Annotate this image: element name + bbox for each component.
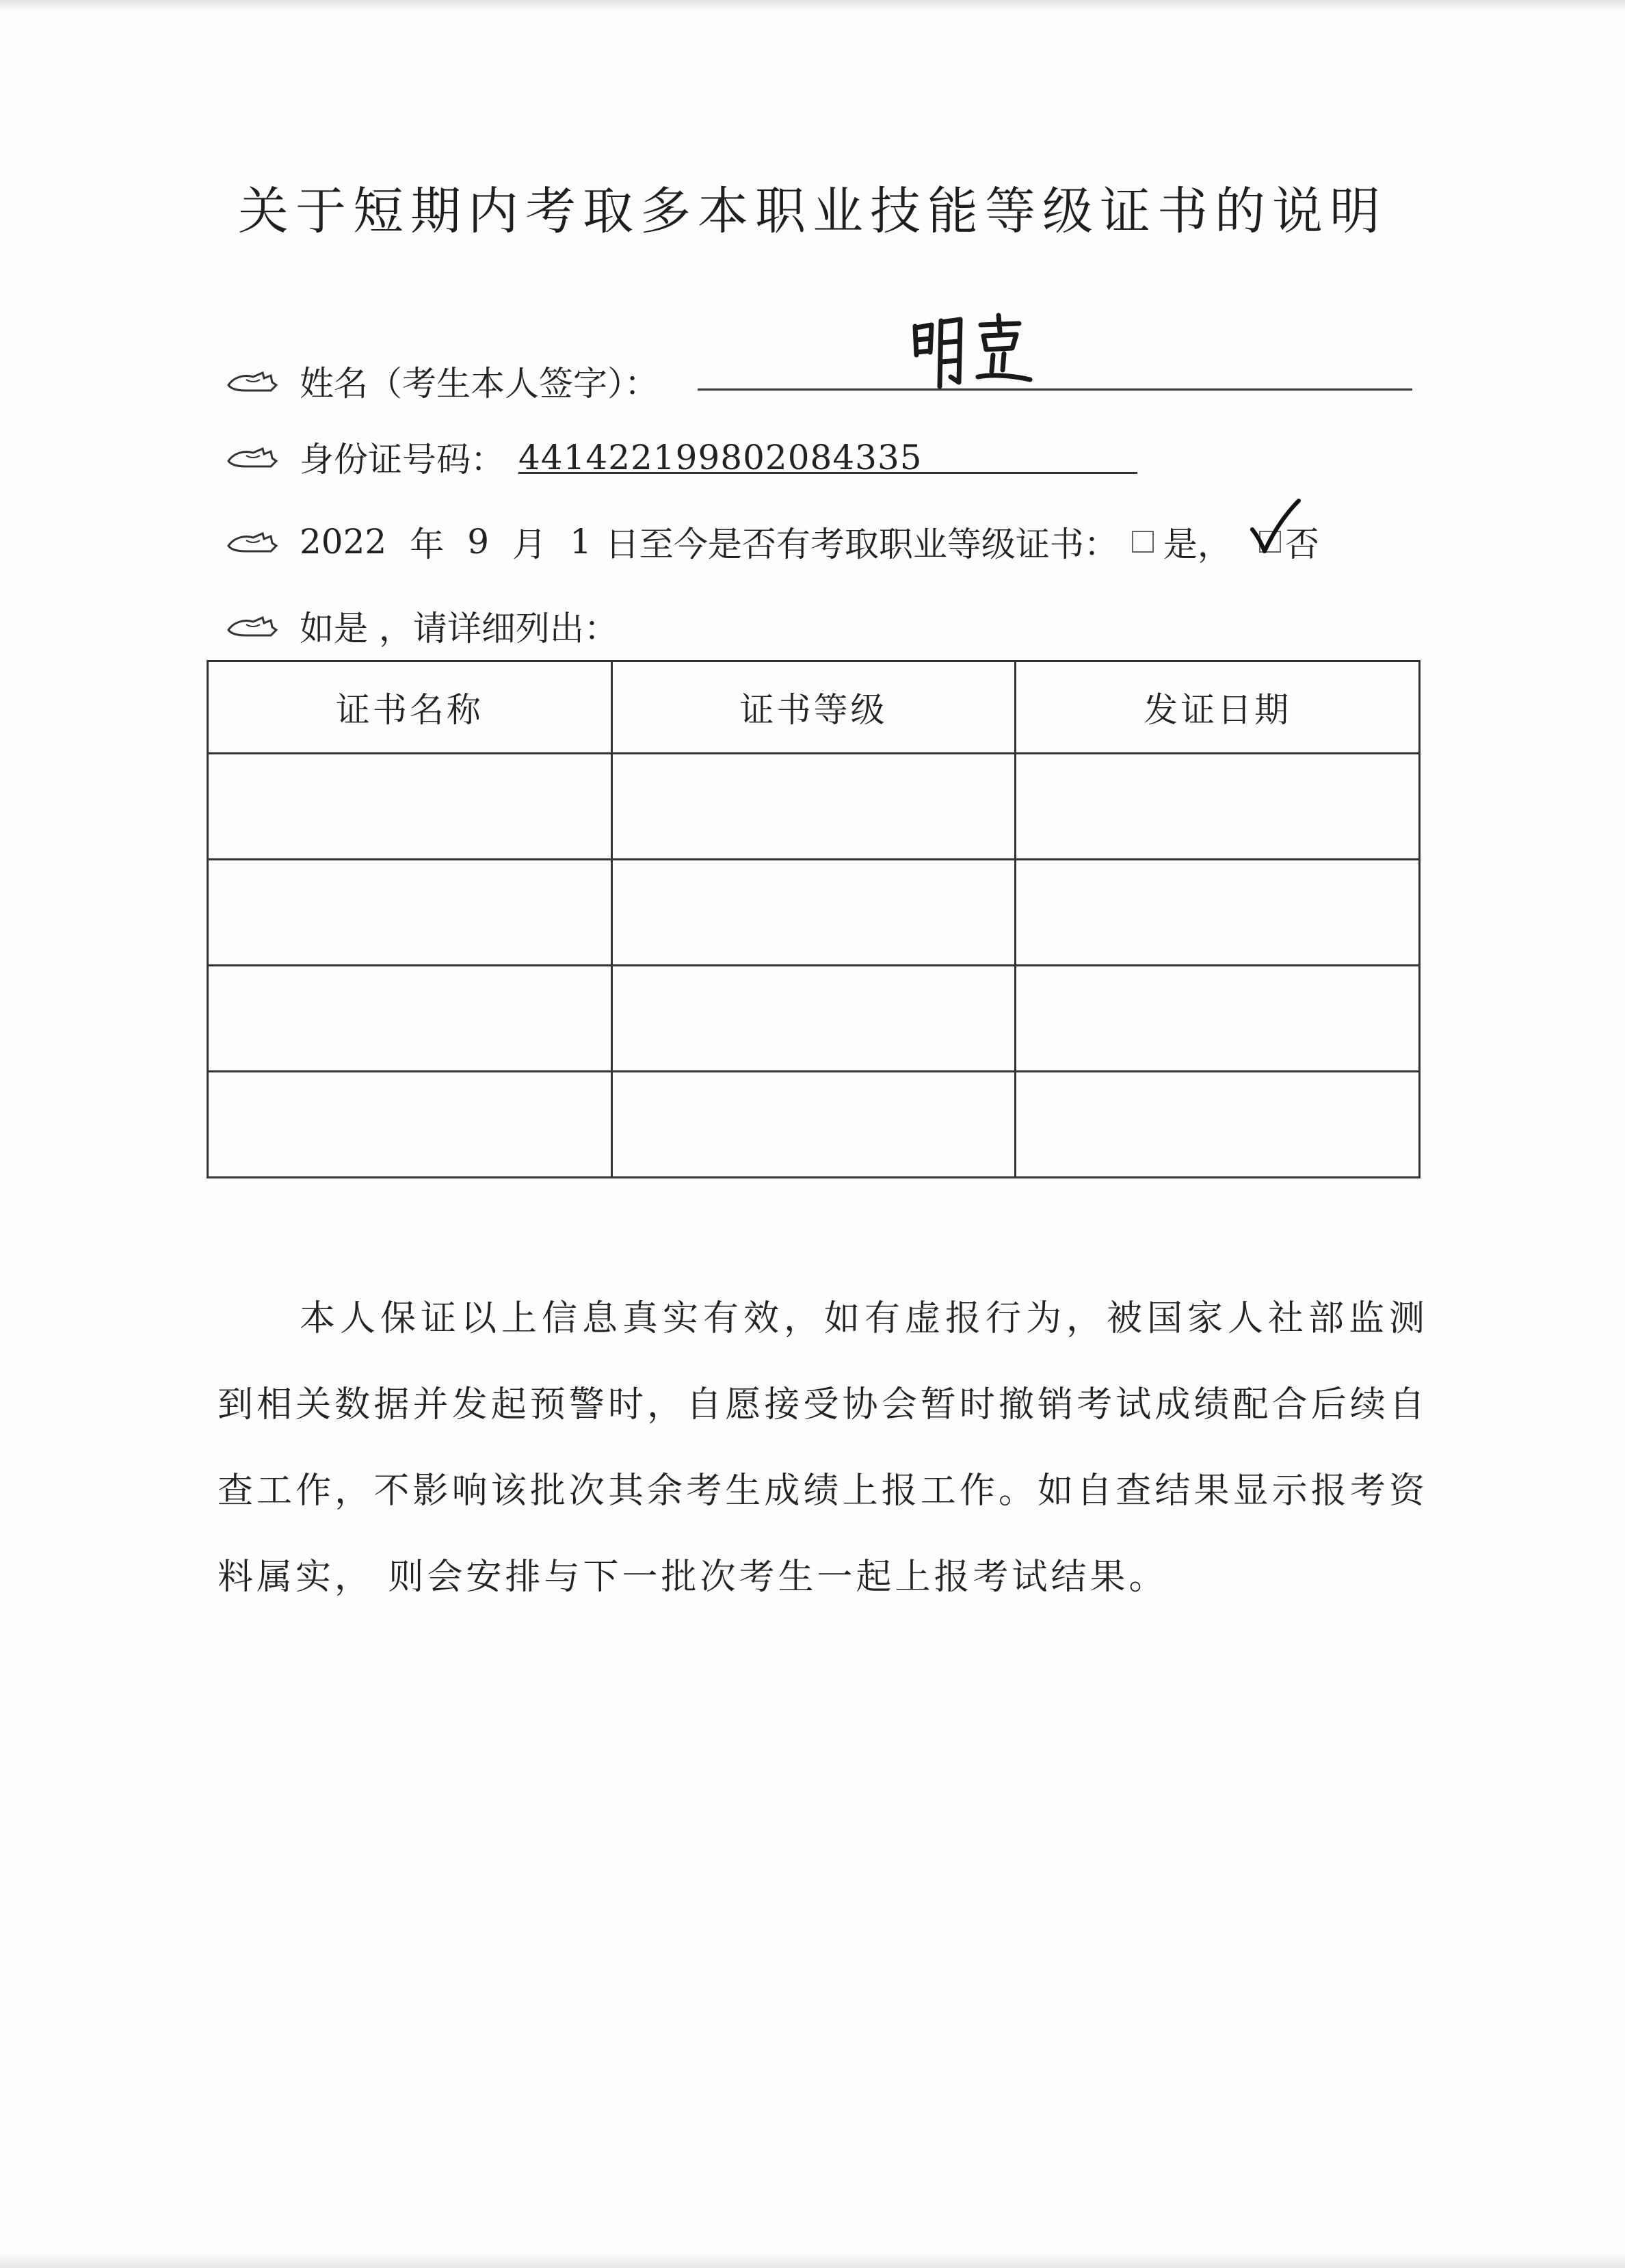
header-issue-date: 发证日期	[1016, 661, 1420, 754]
declaration-statement	[217, 1276, 1428, 1620]
table-cell	[611, 966, 1016, 1072]
bullet-hand-icon	[226, 612, 279, 639]
certificate-question-row	[226, 514, 1319, 569]
bullet-hand-icon	[226, 528, 279, 555]
name-row	[226, 354, 659, 408]
table-row	[208, 1072, 1420, 1178]
bullet-hand-icon	[226, 443, 279, 471]
name-label: 姓名（考生本人签字）：	[300, 364, 659, 404]
table-cell	[208, 966, 612, 1072]
bullet-hand-icon	[226, 367, 279, 395]
handwritten-signature	[910, 311, 1040, 393]
question-month: 9	[467, 522, 490, 562]
header-certificate-level: 证书等级	[611, 661, 1016, 754]
question-year: 2022	[300, 522, 387, 562]
scan-edge-bottom	[0, 2253, 1625, 2268]
yes-option-label: 是，	[1163, 525, 1232, 564]
table-cell	[611, 1072, 1016, 1178]
table-cell	[611, 860, 1016, 966]
id-number: 441422199802084335	[518, 438, 923, 477]
question-day: 1	[570, 522, 592, 562]
id-row	[226, 430, 505, 484]
table-cell	[1016, 860, 1420, 966]
table-cell	[1016, 1072, 1420, 1178]
id-label: 身份证号码：	[300, 440, 505, 479]
checkmark-icon	[1248, 497, 1303, 558]
question-year-unit: 年	[410, 525, 445, 564]
question-text: 日至今是否有考取职业等级证书：	[605, 525, 1118, 564]
list-prompt: 如是 ，请详细列出：	[300, 609, 618, 648]
certificate-table	[207, 660, 1421, 1178]
table-row	[208, 966, 1420, 1072]
table-cell	[611, 754, 1016, 860]
name-signature-line	[698, 388, 1412, 391]
yes-checkbox[interactable]	[1132, 531, 1154, 553]
table-cell	[208, 754, 612, 860]
document-title: 关于短期内考取多本职业技能等级证书的说明	[238, 182, 1387, 241]
scan-edge-top	[0, 0, 1625, 12]
list-prompt-row	[226, 598, 618, 653]
table-cell	[208, 860, 612, 966]
table-cell	[1016, 754, 1420, 860]
no-option-label: 否	[1284, 525, 1319, 564]
declaration-text: 本人保证以上信息真实有效，如有虚报行为，被国家人社部监测到相关数据并发起预警时，自愿接受协会暂时撤销考试成绩配合后续自查工作，不影响该批次其余考生成绩上报工作。如自查结果显示报考资料属实， 则会安排与下一批次考生一起上报考试结果。	[217, 1298, 1428, 1598]
no-checkbox[interactable]	[1259, 531, 1281, 553]
table-row	[208, 860, 1420, 966]
table-cell	[1016, 966, 1420, 1072]
table-header-row	[208, 661, 1420, 754]
header-certificate-name: 证书名称	[208, 661, 612, 754]
id-underline	[518, 472, 1137, 474]
question-month-unit: 月	[512, 525, 547, 564]
table-row	[208, 754, 1420, 860]
table-cell	[208, 1072, 612, 1178]
